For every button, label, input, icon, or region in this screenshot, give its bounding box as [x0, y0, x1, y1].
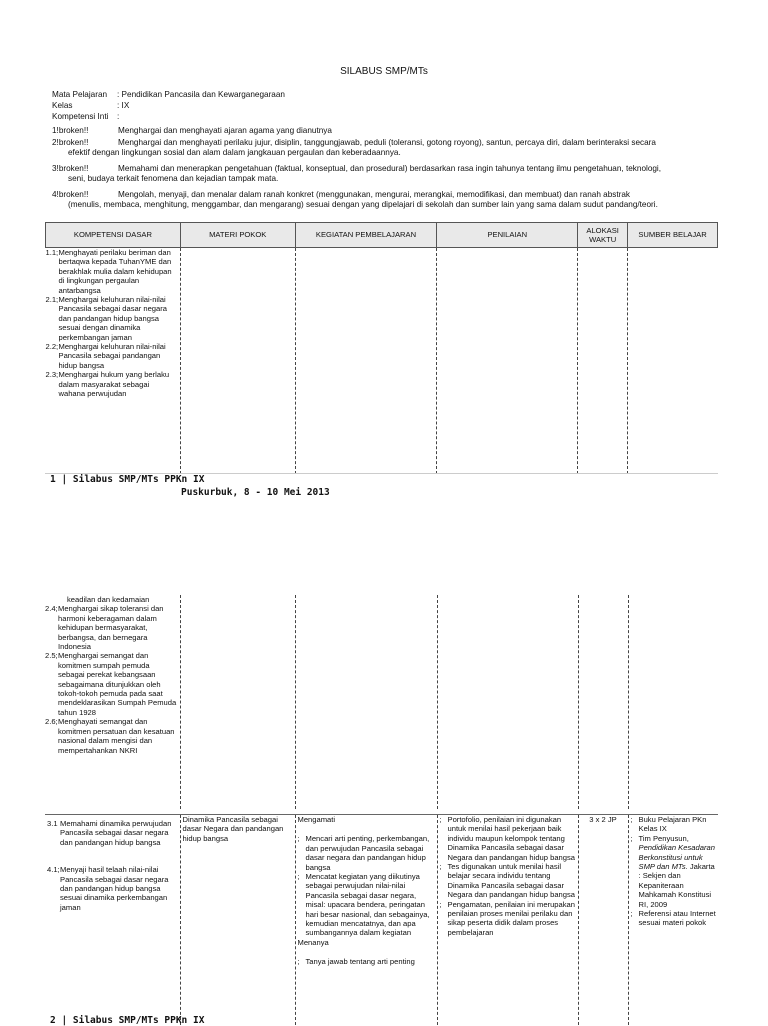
- bullet: ;: [297, 872, 300, 882]
- kegiatan-heading: Mengamati: [297, 815, 336, 824]
- kd-number: 1.1;: [45, 248, 59, 257]
- kegiatan-text: Tanya jawab tentang arti penting: [305, 957, 415, 967]
- kd-cell: [45, 815, 180, 1026]
- kd-cell: [46, 248, 181, 475]
- ki-number: 3!broken!!: [52, 164, 89, 173]
- alokasi-cell: [578, 595, 628, 809]
- meta-ki: [52, 112, 119, 122]
- meta-key: Kompetensi Inti: [52, 112, 109, 121]
- bullet: ;: [630, 815, 633, 824]
- bullet: ;: [439, 815, 442, 824]
- penilaian-text: Portofolio, penilaian ini digunakan untuk menilai hasil pekerjaan baik individu maupun kelompok tentang Dinamika Pancasila sebagai dasar Negara dan pandangan hidup bangsa: [447, 815, 576, 862]
- syllabus-table-page2: [45, 595, 718, 809]
- ki-text: Mengolah, menyaji, dan menalar dalam ranah konkret (menggunakan, mengurai, merangkai, memodifikasi, dan membuat) dan ranah abstrak: [118, 190, 630, 199]
- meta-class: [52, 101, 129, 111]
- bullet: ;: [439, 899, 442, 909]
- ki-3: [52, 164, 716, 185]
- list-item: [45, 651, 178, 717]
- materi-cell: [180, 248, 295, 475]
- kd-cell: [45, 595, 180, 809]
- sumber-cell: [628, 248, 718, 475]
- ki-text: Memahami dan menerapkan pengetahuan (faktual, konseptual, dan prosedural) berdasarkan rasa ingin tahunya tentang ilmu pengetahuan, teknologi,: [118, 164, 662, 173]
- header-penilaian: PENILAIAN: [437, 223, 578, 248]
- kd-text-cont: keadilan dan kedamaian: [67, 595, 150, 604]
- syllabus-table-row: [45, 814, 718, 1025]
- list-item: [46, 295, 178, 342]
- list-item: [45, 604, 178, 651]
- list-item: [46, 248, 178, 295]
- kegiatan-heading: Menanya: [297, 937, 329, 947]
- list-item: [47, 819, 178, 847]
- materi-cell: [180, 595, 295, 809]
- footer-page-1: 1 | Silabus SMP/MTs PPKn IX: [50, 474, 205, 485]
- sumber-text: Buku Pelajaran PKn Kelas IX: [638, 815, 707, 834]
- kd-number: 2.3;: [45, 370, 59, 380]
- list-item: [45, 717, 178, 755]
- list-item: [440, 862, 576, 900]
- header-materi-pokok: MATERI POKOK: [180, 223, 295, 248]
- bullet: ;: [297, 834, 300, 844]
- kegiatan-cell: [295, 815, 437, 1026]
- kegiatan-cell: [295, 248, 437, 475]
- kd-text: Memahami dinamika perwujudan Pancasila sebagai dasar negara dan pandangan hidup bangsa: [60, 819, 172, 847]
- kd-number: 4.1;: [47, 865, 60, 875]
- sumber-text: Referensi atau Internet sesuai materi pokok: [638, 909, 716, 928]
- kd-text: Menghargai semangat dan komitmen sumpah pemuda sebagai perekat kebangsaan sebagaimana ditunjukkan oleh tokoh-tokoh pemuda pada saat mendeklarasikan Sumpah Pemuda tahun 1928: [58, 651, 177, 717]
- sumber-publisher: Jakarta : Sekjen dan Kepaniteraan Mahkamah Konstitusi RI, 2009: [638, 862, 715, 909]
- kd-number: 2.1;: [45, 295, 59, 305]
- meta-key: Mata Pelajaran: [52, 90, 108, 99]
- alokasi-cell: [578, 815, 628, 1026]
- ki-number: 1!broken!!: [52, 126, 89, 135]
- kegiatan-cell: [295, 595, 437, 809]
- materi-text: Dinamika Pancasila sebagai dasar Negara dan pandangan hidup bangsa: [182, 815, 284, 843]
- penilaian-cell: [437, 815, 578, 1026]
- ki-text: Menghargai dan menghayati perilaku jujur, disiplin, tanggungjawab, peduli (toleransi, gotong royong), santun, percaya diri, dalam berinteraksi secara: [118, 138, 656, 147]
- kd-number: 2.4;: [45, 604, 58, 614]
- ki-4: [52, 190, 716, 211]
- header-alokasi: ALOKASI WAKTU: [578, 223, 628, 248]
- materi-cell: [180, 815, 295, 1026]
- kd-number: 2.5;: [45, 651, 58, 661]
- bullet: ;: [297, 957, 300, 967]
- syllabus-table-page1: [45, 222, 718, 474]
- alokasi-text: 3 x 2 JP: [589, 815, 617, 824]
- kegiatan-text: Mencari arti penting, perkembangan, dan perwujudan Pancasila sebagai dasar negara dan pandangan hidup bangsa: [305, 834, 430, 872]
- ki-2: [52, 138, 716, 159]
- list-item: [298, 834, 435, 872]
- footer-page-2: 2 | Silabus SMP/MTs PPKn IX: [50, 1015, 205, 1026]
- penilaian-text: Pengamatan, penilaian ini merupakan penilaian proses menilai perilaku dan sikap peserta didik dalam proses pembelajaran: [447, 899, 575, 937]
- list-item: [47, 865, 178, 912]
- ki-number: 2!broken!!: [52, 138, 89, 147]
- list-item: [631, 815, 717, 834]
- meta-value: : IX: [117, 101, 130, 110]
- ki-text-cont: (menulis, membaca, menghitung, menggambar, dan mengarang) sesuai dengan yang dipelajari di sekolah dan sumber lain yang sama dalam sudut pandang/teori.: [68, 200, 658, 210]
- kd-text: Menghargai keluhuran nilai-nilai Pancasila sebagai dasar negara dan pandangan hidup bangsa sesuai dengan dinamika perkembangan jaman: [58, 295, 167, 342]
- ki-number: 4!broken!!: [52, 190, 89, 199]
- kd-text: Menyaji hasil telaah nilai-nilai Pancasila sebagai dasar negara dan pandangan hidup bangsa sesuai dinamika perkembangan jaman: [60, 865, 169, 912]
- list-item: [440, 815, 576, 862]
- kd-text: Menghayati semangat dan komitmen persatuan dan kesatuan nasional dalam mengisi dan mempertahankan NKRI: [58, 717, 175, 755]
- sumber-cell: [628, 815, 718, 1026]
- sumber-cell: [628, 595, 718, 809]
- kd-number: 3.1: [47, 819, 58, 828]
- list-item: [440, 900, 576, 938]
- sumber-text: [639, 834, 717, 909]
- alokasi-cell: [578, 248, 628, 475]
- bullet: ;: [630, 909, 633, 919]
- meta-key: Kelas: [52, 101, 73, 110]
- list-item: [46, 342, 178, 370]
- meta-value: :: [117, 112, 120, 121]
- list-item: [298, 957, 435, 966]
- ki-text: Menghargai dan menghayati ajaran agama yang dianutnya: [118, 126, 332, 135]
- kd-text: Menghargai sikap toleransi dan harmoni keberagaman dalam kehidupan bermasyarakat, berbangsa, dan bernegara Indonesia: [58, 604, 164, 652]
- list-item: [631, 909, 717, 928]
- list-item: [46, 370, 178, 398]
- bullet: ;: [630, 833, 633, 843]
- bullet: ;: [439, 862, 442, 872]
- list-item: [631, 834, 717, 909]
- meta-value: : Pendidikan Pancasila dan Kewarganegaraan: [117, 90, 285, 99]
- meta-subject: [52, 90, 285, 100]
- kd-text: Menghargai keluhuran nilai-nilai Pancasila sebagai pandangan hidup bangsa: [58, 342, 166, 370]
- ki-text-cont: seni, budaya terkait fenomena dan kejadian tampak mata.: [68, 174, 279, 184]
- page-title: SILABUS SMP/MTs: [340, 66, 428, 77]
- kd-number: 2.6;: [45, 717, 58, 727]
- header-kegiatan: KEGIATAN PEMBELAJARAN: [295, 223, 437, 248]
- header-kompetensi-dasar: KOMPETENSI DASAR: [46, 223, 181, 248]
- kegiatan-text: Mencatat kegiatan yang diikutinya sebagai perwujudan nilai-nilai Pancasila sebagai dasar negara, misal: upacara bendera, peringatan hari besar nasional, dan sebagainya, kemudian mencatatnya, dan apa sumbangannya dalam kegiatan: [305, 872, 430, 938]
- ki-text-cont: efektif dengan lingkungan sosial dan alam dalam jangkauan pergaulan dan keberadaannya.: [68, 148, 401, 158]
- kd-text: Menghayati perilaku beriman dan bertaqwa kepada TuhanYME dan berakhlak mulia dalam kehidupan di lingkungan pergaulan antarbangsa: [58, 248, 172, 295]
- kd-text: Menghargai hukum yang berlaku dalam masyarakat sebagai wahana perwujudan: [58, 370, 170, 399]
- sumber-author: Tim Penyusun,: [638, 833, 689, 843]
- list-item: [298, 872, 435, 938]
- header-sumber: SUMBER BELAJAR: [628, 223, 718, 248]
- penilaian-text: Tes digunakan untuk menilai hasil belajar secara individu tentang Dinamika Pancasila sebagai dasar Negara dan pandangan hidup bangsa: [447, 862, 576, 900]
- footer-date: Puskurbuk, 8 - 10 Mei 2013: [181, 487, 330, 498]
- penilaian-cell: [437, 595, 578, 809]
- sumber-book-title: Pendidikan Kesadaran Berkonstitusi untuk SMP dan MTs.: [638, 843, 715, 872]
- kd-number: 2.2;: [45, 342, 59, 352]
- ki-1: [52, 126, 716, 136]
- penilaian-cell: [437, 248, 578, 475]
